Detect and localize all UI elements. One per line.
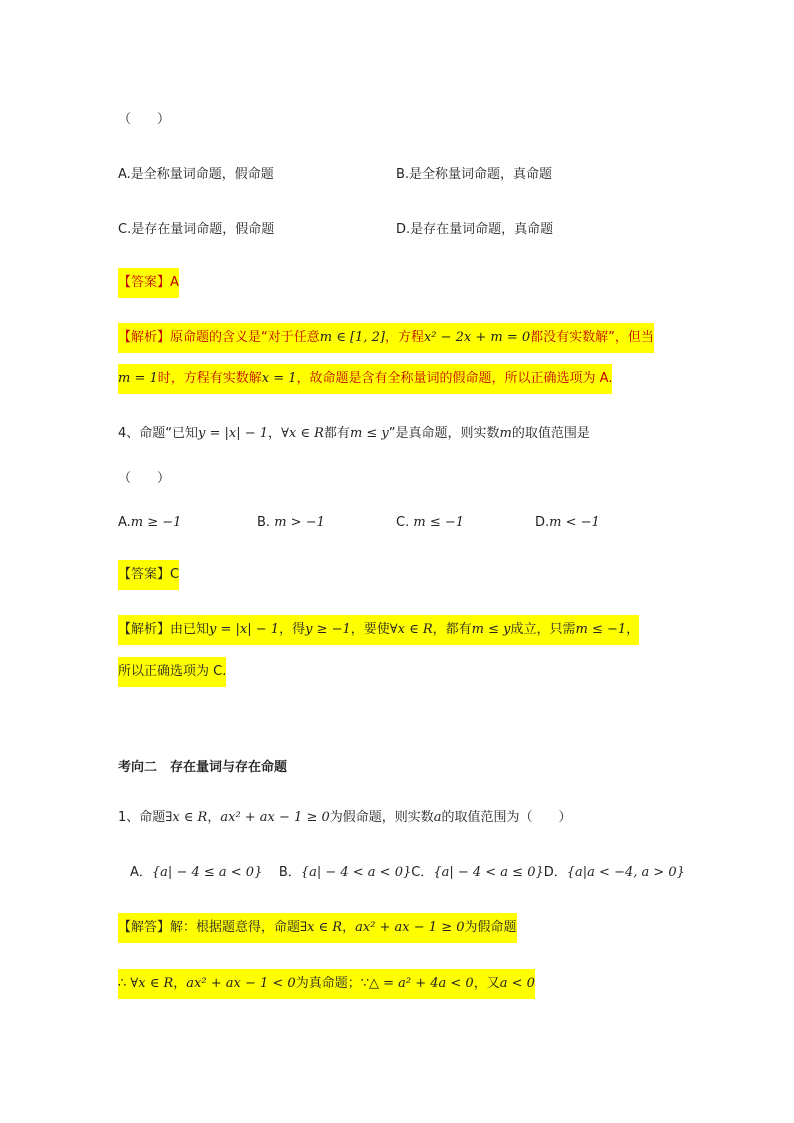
- answer-value: A: [170, 275, 179, 290]
- analysis-text: ，方程: [384, 330, 424, 345]
- analysis-tag: 【解析】: [118, 330, 171, 345]
- stem-text: 的取值范围是: [511, 426, 590, 441]
- answer-tag: 【答案】: [118, 275, 171, 290]
- math-expression: ax² + ax − 1 ≥ 0: [355, 920, 465, 935]
- solution-text: 为真命题；∵: [295, 976, 369, 991]
- analysis-text: ，都有: [432, 622, 472, 637]
- answer-value: C: [170, 567, 180, 582]
- q4-option-b: [257, 515, 325, 530]
- q3-option-a: A.是全称量词命题，假命题: [118, 167, 274, 182]
- q4-option-c: [396, 515, 464, 530]
- math-expression: ∃x ∈ R: [165, 810, 208, 825]
- q3-analysis-line-2: [118, 364, 612, 394]
- math-expression: ax² + ax − 1 ≥ 0: [220, 810, 330, 825]
- q4-answer: [118, 560, 179, 590]
- option-label: C．: [411, 865, 434, 880]
- option-label: D．: [543, 865, 567, 880]
- s1-solution-line-1: [118, 913, 517, 943]
- math-expression: ∀x ∈ R: [389, 622, 433, 637]
- q4-paren: （ ）: [118, 471, 171, 486]
- math-expression: x = 1: [261, 371, 297, 386]
- solution-text: ∴: [118, 976, 127, 991]
- stem-text: 1、命题: [118, 810, 166, 825]
- option-value: m ≤ −1: [413, 515, 465, 530]
- q4-stem: [118, 419, 590, 449]
- q3-option-b: B.是全称量词命题，真命题: [396, 167, 553, 182]
- analysis-text: 由已知: [170, 622, 210, 637]
- q3-analysis-line-1: [118, 323, 654, 353]
- option-value: m ≥ −1: [130, 515, 182, 530]
- answer-tag: 【答案】: [118, 567, 171, 582]
- stem-text: ”是真命题，则实数: [388, 426, 500, 441]
- math-expression: x² − 2x + m = 0: [423, 330, 531, 345]
- analysis-text: ，要使: [350, 622, 390, 637]
- math-expression: △ = a² + 4a < 0: [368, 976, 474, 991]
- q4-analysis-line-2: 所以正确选项为 C.: [118, 657, 226, 687]
- math-expression: ax² + ax − 1 < 0: [186, 976, 296, 991]
- math-expression: m: [499, 426, 512, 441]
- analysis-tag: 【解析】: [118, 622, 171, 637]
- q4-analysis-line-1: [118, 615, 639, 645]
- math-expression: y = |x| − 1: [198, 426, 269, 441]
- solution-text: ，又: [473, 976, 500, 991]
- math-expression: ∃x ∈ R: [300, 920, 343, 935]
- option-value: {a| − 4 < a < 0}: [300, 865, 412, 880]
- analysis-text: ，: [626, 622, 640, 637]
- math-expression: ∀x ∈ R: [130, 976, 174, 991]
- option-label: B.: [257, 515, 271, 530]
- analysis-text: 成立，只需: [510, 622, 576, 637]
- q3-answer: [118, 268, 179, 298]
- math-expression: a < 0: [499, 976, 535, 991]
- analysis-text: 都没有实数解”，但当: [530, 330, 654, 345]
- analysis-text: 原命题的含义是“对于任意: [170, 330, 320, 345]
- stem-text: 的取值范围为（ ）: [441, 810, 572, 825]
- stem-text: 4、命题“已知: [118, 426, 199, 441]
- math-expression: ∀x ∈ R: [281, 426, 324, 441]
- stem-text: ，: [268, 426, 282, 441]
- q3-paren: （ ）: [118, 112, 171, 127]
- option-value: m < −1: [549, 515, 600, 530]
- option-value: {a|a < −4, a > 0}: [566, 865, 685, 880]
- q4-option-d: [535, 515, 600, 530]
- option-label: A.: [118, 515, 131, 530]
- math-expression: m ≤ y: [349, 426, 389, 441]
- solution-text: 解：根据题意得，命题: [170, 920, 301, 935]
- s1-options: [130, 858, 685, 888]
- stem-text: 为假命题，则实数: [329, 810, 434, 825]
- math-expression: y = |x| − 1: [209, 622, 280, 637]
- s1-stem: [118, 803, 572, 833]
- option-label: D.: [535, 515, 550, 530]
- section-title: 考向二 存在量词与存在命题: [118, 760, 288, 775]
- solution-text: ，: [342, 920, 356, 935]
- math-expression: m = 1: [118, 371, 158, 386]
- math-expression: m ≤ −1: [575, 622, 627, 637]
- option-label: C.: [396, 515, 410, 530]
- solution-tag: 【解答】: [118, 920, 171, 935]
- q3-option-d: D.是存在量词命题，真命题: [396, 222, 554, 237]
- analysis-text: ，得: [279, 622, 306, 637]
- solution-text: ，: [173, 976, 187, 991]
- math-expression: m ∈ [1, 2]: [319, 330, 385, 345]
- math-expression: y ≥ −1: [305, 622, 351, 637]
- analysis-text: ，故命题是含有全称量词的假命题，所以正确选项为 A.: [296, 371, 613, 386]
- stem-text: ，: [207, 810, 221, 825]
- math-expression: a: [433, 810, 442, 825]
- q4-option-a: [118, 515, 181, 530]
- option-value: {a| − 4 < a ≤ 0}: [433, 865, 544, 880]
- analysis-text: 时，方程有实数解: [157, 371, 262, 386]
- option-value: {a| − 4 ≤ a < 0}: [151, 865, 263, 880]
- stem-text: 都有: [323, 426, 350, 441]
- option-value: m > −1: [274, 515, 325, 530]
- option-label: A．: [130, 865, 152, 880]
- math-expression: m ≤ y: [471, 622, 511, 637]
- option-label: B．: [278, 865, 301, 880]
- q3-option-c: C.是存在量词命题，假命题: [118, 222, 275, 237]
- solution-text: 为假命题: [464, 920, 517, 935]
- s1-solution-line-2: [118, 969, 535, 999]
